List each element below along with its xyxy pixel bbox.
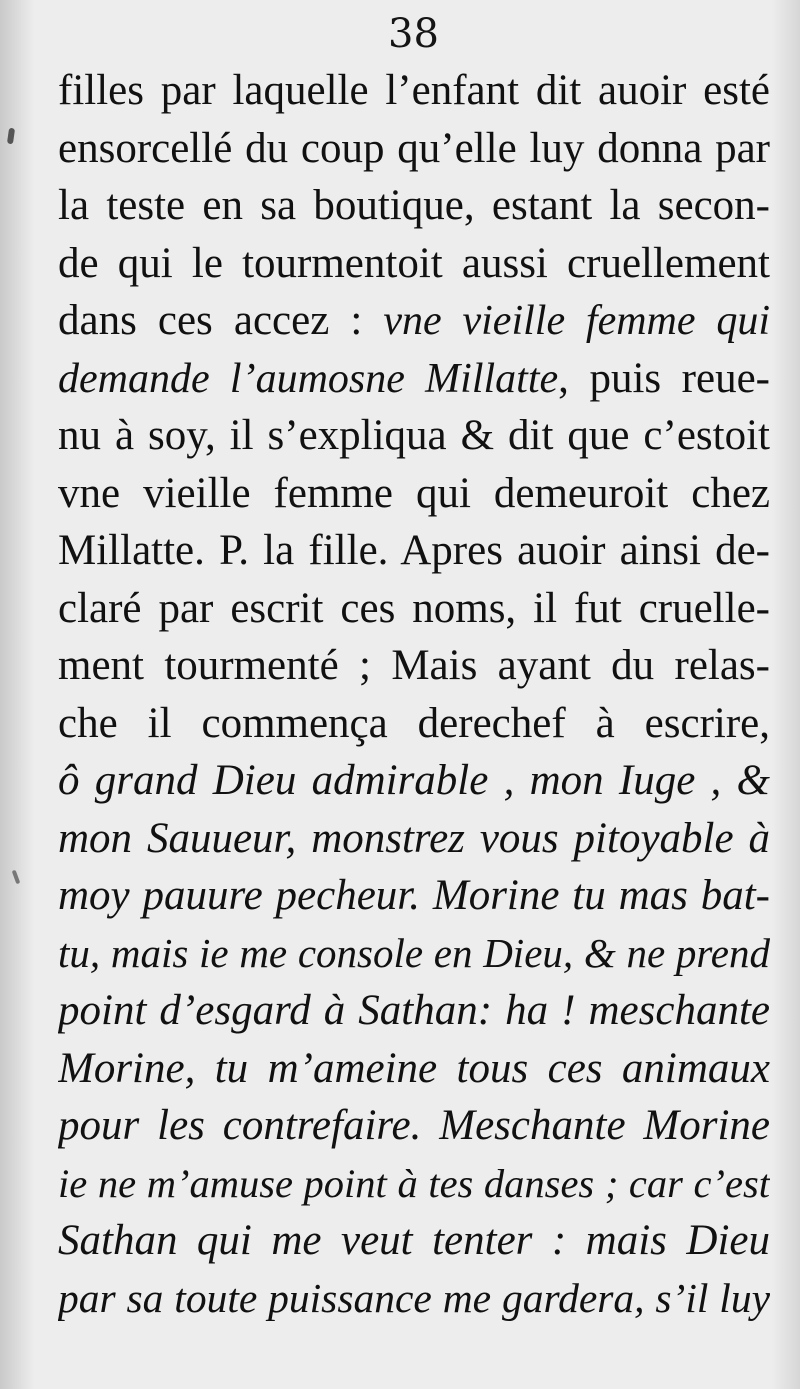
text-line: filles par laquelle l’enfant dit auoir esté <box>58 67 770 114</box>
text-line: par sa toute puissance me gardera, s’il luy <box>58 1274 770 1321</box>
text-line: ie ne m’amuse point à tes danses ; car c’est <box>58 1160 770 1206</box>
text-line: ensorcellé du coup qu’elle luy donna par <box>58 124 770 172</box>
text-line: Morine, tu m’ameine tous ces animaux <box>58 1044 770 1092</box>
text-line: ment tourmenté ; Mais ayant du relas- <box>58 642 770 689</box>
text-line: nu à soy, il s’expliqua & dit que c’estoit <box>58 412 770 459</box>
text-line: la teste en sa boutique, estant la secon- <box>58 182 770 229</box>
page-number: 38 <box>388 11 439 57</box>
text-line: Sathan qui me veut tenter : mais Dieu <box>58 1217 770 1264</box>
text-line: mon Sauueur, monstrez vous pitoyable à <box>58 814 770 862</box>
text-line: moy pauure pecheur. Morine tu mas bat- <box>58 872 770 919</box>
text-line: de qui le tourmentoit aussi cruellement <box>58 239 770 287</box>
body-text <box>58 62 770 1327</box>
text-line: ô grand Dieu admirable , mon Iuge , & <box>58 757 770 804</box>
text-line: che il commença derechef à escrire, <box>58 699 770 747</box>
text-line: point d’esgard à Sathan: ha ! meschante <box>58 987 770 1034</box>
margin-ink-mark <box>12 870 21 885</box>
text-line: demande l’aumosne Millatte, puis reue- <box>58 354 770 402</box>
text-line: pour les contrefaire. Meschante Morine <box>58 1102 770 1149</box>
text-line: tu, mais ie me console en Dieu, & ne prend <box>58 929 770 976</box>
text-line: Millatte. P. la fille. Apres auoir ainsi de- <box>58 527 770 574</box>
margin-ink-mark <box>7 128 15 145</box>
text-line: claré par escrit ces noms, il fut cruelle- <box>58 584 770 632</box>
text-line: vne vieille femme qui demeuroit chez <box>58 469 770 517</box>
text-line: dans ces accez : vne vieille femme qui <box>58 297 770 344</box>
